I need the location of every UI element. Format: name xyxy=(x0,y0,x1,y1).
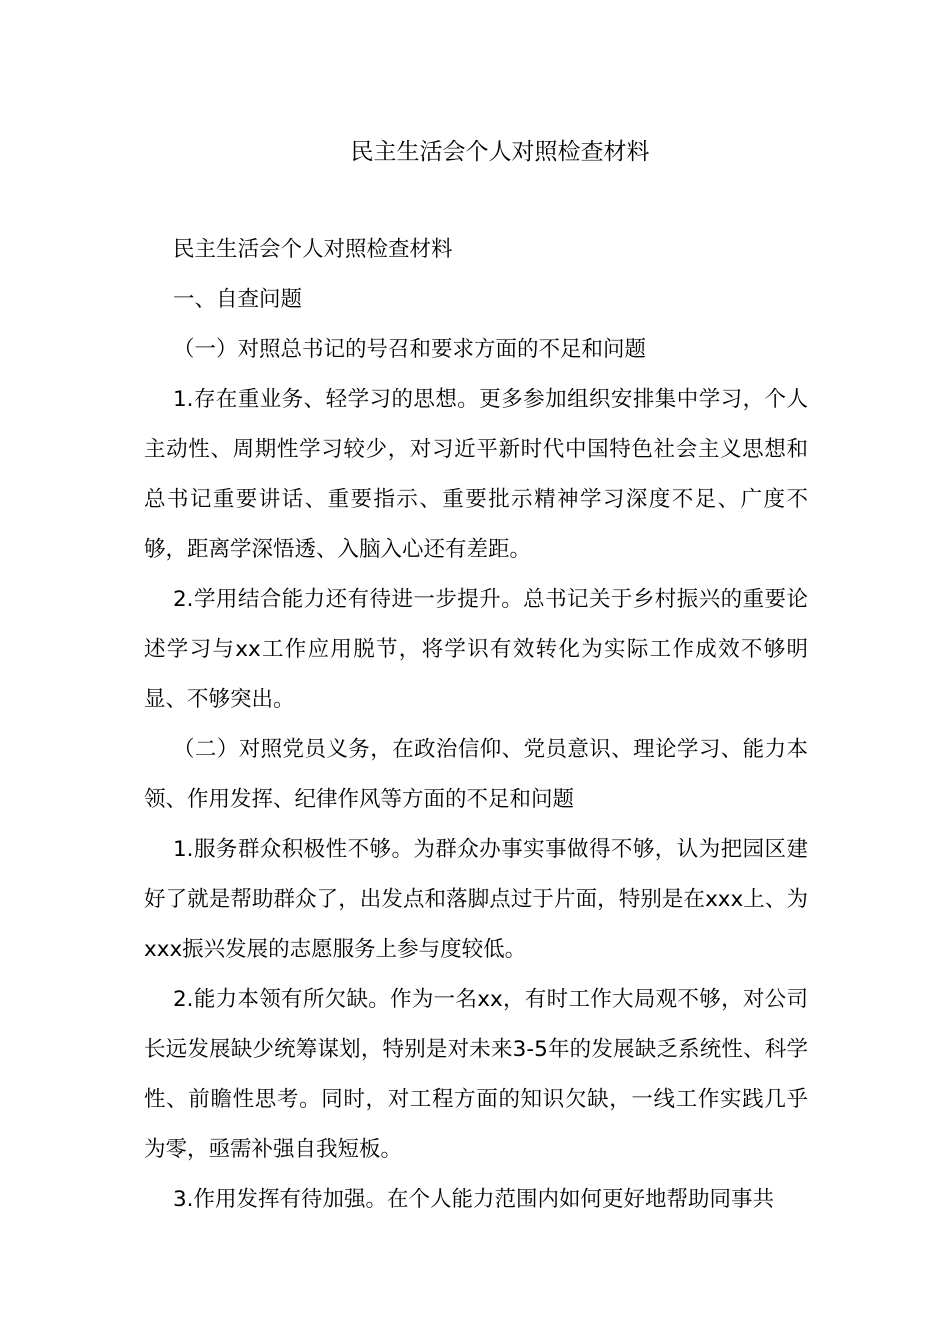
paragraph-item: 2.学用结合能力还有待进一步提升。总书记关于乡村振兴的重要论述学习与xx工作应用脱节，将学识有效转化为实际工作成效不够明显、不够突出。 xyxy=(144,587,808,712)
paragraph-item: 1.存在重业务、轻学习的思想。更多参加组织安排集中学习，个人主动性、周期性学习较少，对习近平新时代中国特色社会主义思想和总书记重要讲话、重要指示、重要批示精神学习深度不足、广度不够，距离学深悟透、入脑入心还有差距。 xyxy=(144,387,808,562)
paragraph-item: 3.作用发挥有待加强。在个人能力范围内如何更好地帮助同事共 xyxy=(173,1187,775,1212)
document-body xyxy=(144,225,808,1225)
paragraph-subtitle: 民主生活会个人对照检查材料 xyxy=(173,237,453,262)
document-title: 民主生活会个人对照检查材料 xyxy=(350,139,650,165)
section-heading-self-check: 一、自查问题 xyxy=(173,287,303,312)
subsection-heading-2: （二）对照党员义务，在政治信仰、党员意识、理论学习、能力本领、作用发挥、纪律作风等方面的不足和问题 xyxy=(144,737,808,812)
paragraph-item: 2.能力本领有所欠缺。作为一名xx，有时工作大局观不够，对公司长远发展缺少统筹谋划，特别是对未来3-5年的发展缺乏系统性、科学性、前瞻性思考。同时，对工程方面的知识欠缺，一线工作实践几乎为零，亟需补强自我短板。 xyxy=(144,987,808,1162)
paragraph-item: 1.服务群众积极性不够。为群众办事实事做得不够，认为把园区建好了就是帮助群众了，出发点和落脚点过于片面，特别是在xxx上、为xxx振兴发展的志愿服务上参与度较低。 xyxy=(144,837,808,962)
subsection-heading-1: （一）对照总书记的号召和要求方面的不足和问题 xyxy=(173,337,647,362)
